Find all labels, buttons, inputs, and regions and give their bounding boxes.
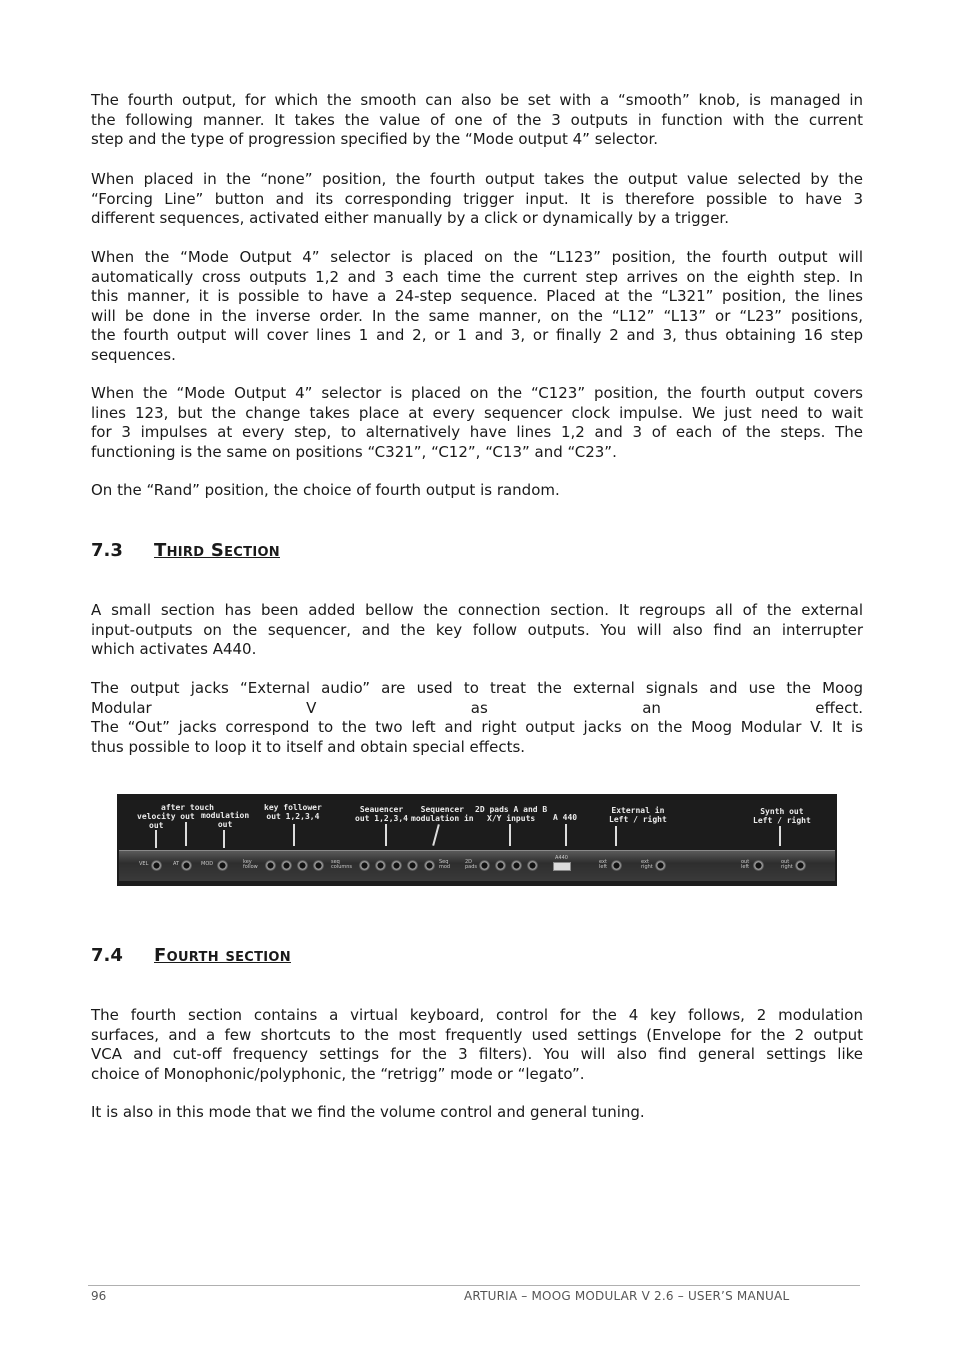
- text-line: different sequences, activated either manually by a click or dynamically by a trigger.: [91, 209, 729, 227]
- label-sequencer-mod: Sequencer modulation in: [411, 805, 474, 823]
- strip-label-seq: seq columns: [331, 859, 353, 870]
- text-line: step and the type of progression specified by the “Mode output 4” selector.: [91, 130, 658, 148]
- strip-label-at: AT: [173, 861, 180, 867]
- text-line: When the “Mode Output 4” selector is placed on the “L123” position, the fourth output will: [91, 248, 863, 266]
- pointer-line: [293, 824, 295, 846]
- strip-label-mod: MOD: [201, 861, 214, 867]
- heading-number: 7.4: [91, 945, 123, 966]
- text-line: sequences.: [91, 345, 176, 364]
- text-line: The output jacks “External audio” are used to treat the external signals and use the Moog: [91, 679, 863, 697]
- jack-modulation: [217, 860, 228, 871]
- jack-seq-4: [407, 860, 418, 871]
- jack-ext-right: [655, 860, 666, 871]
- strip-label-key: key follow: [243, 859, 258, 870]
- paragraph-volume-tuning: [91, 1103, 863, 1123]
- heading-title: Third Section: [154, 540, 280, 561]
- strip-label-out-right: out right: [781, 859, 793, 870]
- label-key-follower: key follower out 1,2,3,4: [264, 803, 322, 821]
- text-line: the fourth output will cover lines 1 and 2, or 1 and 3, or finally 2 and 3, thus obtaining 16 step: [91, 326, 863, 344]
- a440-switch: [553, 862, 571, 871]
- jack-seq-mod: [424, 860, 435, 871]
- jack-key-follow-1: [265, 860, 276, 871]
- text-line: The fourth output, for which the smooth can also be set with a “smooth” knob, is managed in: [91, 91, 863, 109]
- text-line: VCA and cut-off frequency settings for the 3 filters). You will also find general settings like: [91, 1045, 863, 1063]
- label-aftertouch-out: after touch out: [161, 803, 214, 821]
- strip-label-pads: 2D pads: [465, 859, 478, 870]
- heading-title: Fourth section: [154, 945, 291, 966]
- paragraph-rand-position: [91, 481, 863, 501]
- pointer-line: [385, 824, 387, 846]
- text-line: On the “Rand” position, the choice of fourth output is random.: [91, 481, 560, 499]
- third-section-panel-image: [117, 794, 837, 886]
- footer-manual-title: ARTURIA – MOOG MODULAR V 2.6 – USER’S MANUAL: [464, 1289, 790, 1303]
- text-line: When the “Mode Output 4” selector is placed on the “C123” position, the fourth output covers: [91, 384, 863, 402]
- text-line: input-outputs on the sequencer, and the key follow outputs. You will also find an interrupter: [91, 620, 863, 639]
- jack-seq-2: [375, 860, 386, 871]
- strip-label-ext-right: ext right: [641, 859, 653, 870]
- jack-key-follow-4: [313, 860, 324, 871]
- text-line: this manner, it is possible to have a 24-step sequence. Placed at the “L321” position, the lines: [91, 287, 863, 305]
- paragraph-c123-position: [91, 384, 863, 462]
- text-line: functioning is the same on positions “C321”, “C12”, “C13” and “C23”.: [91, 442, 617, 461]
- text-line: the following manner. It takes the value of one of the 3 outputs in function with the current: [91, 110, 863, 129]
- text-line: will be done in the inverse order. In the same manner, on the “L12” “L13” or “L23” positions,: [91, 306, 863, 325]
- jack-pad-1: [479, 860, 490, 871]
- text-line: The “Out” jacks correspond to the two left and right output jacks on the Moog Modular V. It is: [91, 718, 863, 736]
- text-line: automatically cross outputs 1,2 and 3 each time the current step arrives on the eighth step. In: [91, 267, 863, 286]
- jack-pad-3: [511, 860, 522, 871]
- text-line: When placed in the “none” position, the fourth output takes the output value selected by the: [91, 170, 863, 188]
- jack-key-follow-2: [281, 860, 292, 871]
- label-2d-pads: 2D pads A and B X/Y inputs: [475, 805, 548, 823]
- paragraph-l123-position: [91, 248, 863, 365]
- paragraph-fourth-section-intro: [91, 1006, 863, 1084]
- jack-seq-1: [359, 860, 370, 871]
- pointer-line: [509, 824, 511, 846]
- pointer-line: [185, 822, 187, 846]
- label-velocity-out: velocity out: [137, 812, 176, 830]
- paragraph-none-position: [91, 170, 863, 229]
- text-line: choice of Monophonic/polyphonic, the “retrigg” mode or “legato”.: [91, 1064, 585, 1083]
- jack-key-follow-3: [297, 860, 308, 871]
- jack-pad-2: [495, 860, 506, 871]
- jack-pad-4: [527, 860, 538, 871]
- heading-number: 7.3: [91, 540, 123, 561]
- pointer-line: [779, 826, 781, 846]
- footer-divider: [88, 1285, 860, 1286]
- page-number: 96: [91, 1289, 107, 1303]
- pointer-line: [432, 824, 440, 846]
- heading-section-7-4: [91, 945, 291, 966]
- pointer-line: [223, 830, 225, 848]
- pointer-line: [565, 824, 567, 846]
- text-line: A small section has been added bellow the connection section. It regroups all of the external: [91, 601, 863, 619]
- text-line: for 3 impulses at every step, to alternatively have lines 1,2 and 3 of each of the steps. The: [91, 423, 863, 441]
- text-line: Modular V as an effect.: [91, 698, 863, 717]
- text-line: “Forcing Line” button and its corresponding trigger input. It is therefore possible to have 3: [91, 189, 863, 208]
- jack-aftertouch: [181, 860, 192, 871]
- text-line: thus possible to loop it to itself and obtain special effects.: [91, 737, 526, 756]
- label-sequencer-out: Seauencer out 1,2,3,4: [355, 805, 408, 823]
- text-line: lines 123, but the change takes place at every sequencer clock impulse. We just need to wait: [91, 403, 863, 422]
- pointer-line: [155, 830, 157, 848]
- text-line: which activates A440.: [91, 640, 257, 658]
- jack-out-left: [753, 860, 764, 871]
- label-synth-out: Synth out Left / right: [753, 807, 811, 825]
- label-modulation-out: modulation out: [201, 811, 250, 829]
- label-a440: A 440: [553, 813, 578, 822]
- strip-label-seqmod: Seq mod: [439, 859, 451, 870]
- label-external-in: External in Left / right: [609, 806, 667, 824]
- strip-label-a440: A440: [555, 855, 568, 861]
- heading-section-7-3: [91, 540, 280, 561]
- paragraph-third-section-intro: [91, 601, 863, 660]
- text-line: The fourth section contains a virtual keyboard, control for the 4 key follows, 2 modulation: [91, 1006, 863, 1024]
- jack-ext-left: [611, 860, 622, 871]
- jack-out-right: [795, 860, 806, 871]
- paragraph-fourth-output: [91, 91, 863, 150]
- strip-label-ext-left: ext left: [599, 859, 608, 870]
- text-line: surfaces, and a few shortcuts to the most frequently used settings (Envelope for the 2 output: [91, 1025, 863, 1044]
- jack-seq-3: [391, 860, 402, 871]
- paragraph-external-audio: [91, 679, 863, 757]
- pointer-line: [615, 826, 617, 846]
- text-line: It is also in this mode that we find the volume control and general tuning.: [91, 1103, 645, 1121]
- jack-velocity: [151, 860, 162, 871]
- strip-label-vel: VEL: [139, 861, 149, 867]
- strip-label-out-left: out left: [741, 859, 750, 870]
